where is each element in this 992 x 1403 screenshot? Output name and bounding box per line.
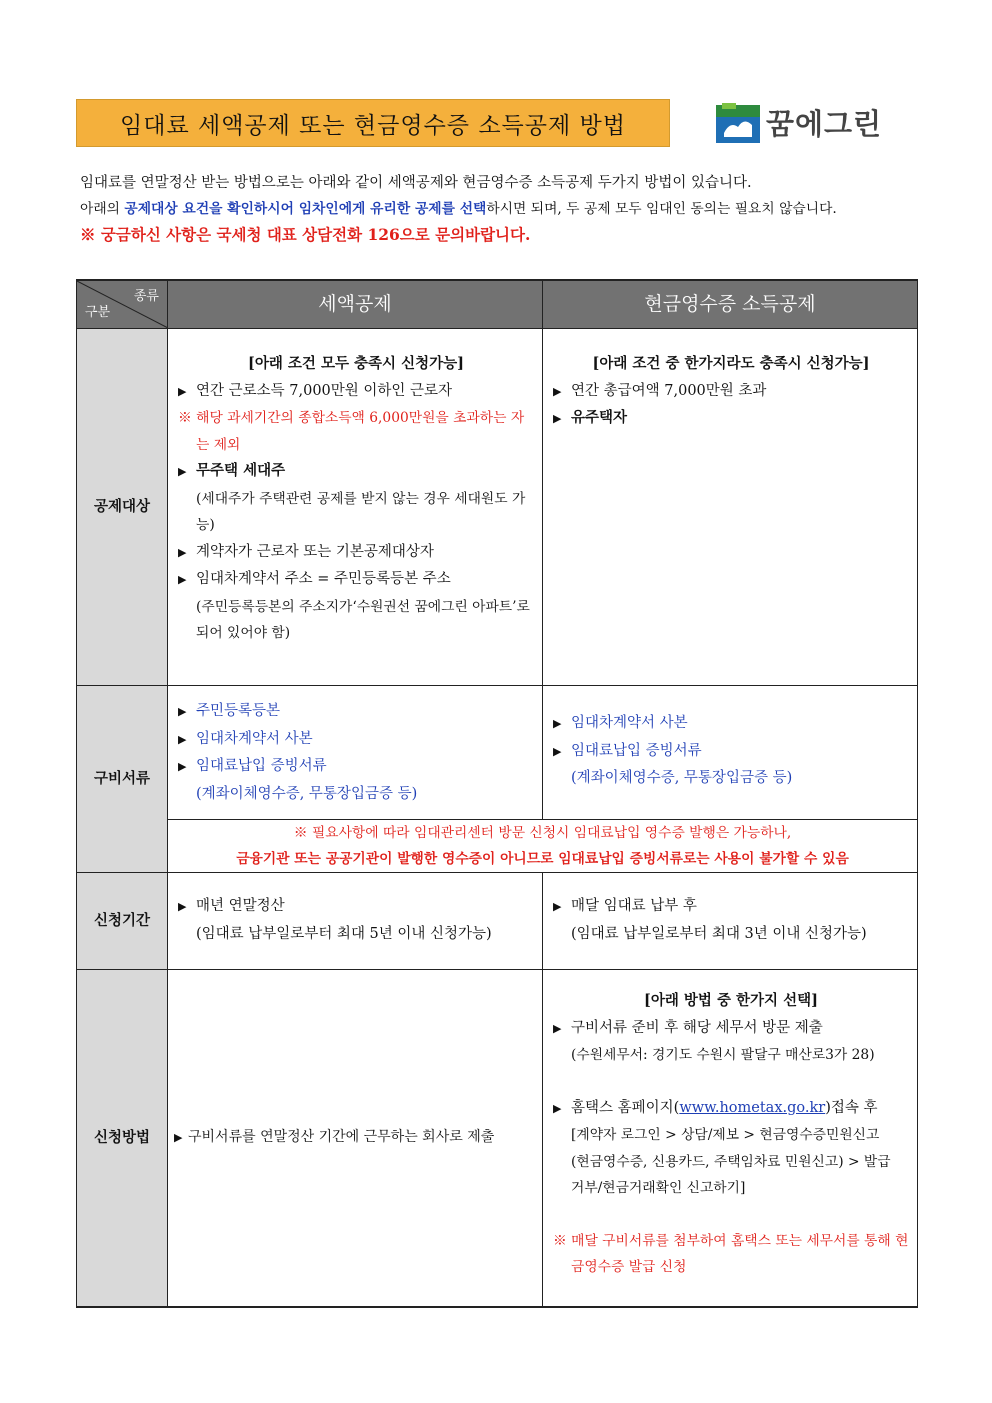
list-item	[178, 566, 534, 594]
cell-method-left	[168, 970, 543, 1307]
category-documents: 구비서류	[77, 686, 168, 873]
list-item	[553, 738, 909, 766]
triangle-bullet-icon: ▶	[553, 384, 562, 398]
list-item	[178, 458, 534, 486]
row-method	[77, 970, 918, 1307]
triangle-bullet-icon: ▶	[178, 384, 187, 398]
page-title-text: 임대료 세액공제 또는 현금영수증 소득공제 방법	[120, 112, 626, 139]
list-item	[553, 893, 909, 921]
list-item-sub: (임대료 납부일로부터 최대 3년 이내 신청가능)	[571, 925, 867, 942]
row-eligibility	[77, 329, 918, 686]
list-item	[174, 1124, 534, 1152]
cell-period-right	[543, 873, 918, 970]
list-item-sub: [계약자 로그인 > 상담/제보 > 현금영수증민원신고	[571, 1127, 880, 1143]
item-text: 임대차계약서 사본	[196, 730, 313, 747]
cell-period-left	[168, 873, 543, 970]
condition-any: [아래 조건 중 한가지라도 충족시 신청가능]	[592, 355, 870, 372]
list-item-sub: 거부/현금거래확인 신고하기]	[571, 1180, 746, 1196]
cell-documents-right	[543, 686, 918, 820]
row-period	[77, 873, 918, 970]
item-text: 유주택자	[571, 409, 628, 426]
category-method: 신청방법	[77, 970, 168, 1307]
intro-line-1: 임대료를 연말정산 받는 방법으로는 아래와 같이 세액공제와 현금영수증 소득공제 두가지 방법이 있습니다.	[80, 175, 752, 191]
cell-documents-left	[168, 686, 543, 820]
list-item	[178, 539, 534, 567]
list-item-sub: (세대주가 주택관련 공제를 받지 않는 경우 세대원도 가능)	[196, 490, 526, 533]
triangle-bullet-icon: ▶	[553, 900, 562, 913]
method-choice: [아래 방법 중 한가지 선택]	[644, 992, 818, 1009]
cell-eligibility-right	[543, 329, 918, 686]
logo-leaf-icon	[716, 103, 760, 143]
item-text: 구비서류를 연말정산 기간에 근무하는 회사로 제출	[188, 1129, 495, 1145]
item-text: 임대료납입 증빙서류	[571, 742, 702, 759]
triangle-bullet-icon: ▶	[553, 412, 562, 425]
brand-logo	[716, 102, 882, 143]
row-documents-note	[77, 820, 918, 873]
triangle-bullet-icon: ▶	[178, 760, 187, 773]
triangle-bullet-icon: ▶	[174, 1131, 183, 1144]
cell-eligibility-left	[168, 329, 543, 686]
exclusion-note	[178, 405, 534, 458]
method-note: ※ 매달 구비서류를 첨부하여 홈택스 또는 세무서를 통해 현금영수증 발급 신청	[553, 1232, 909, 1275]
list-item	[553, 1015, 909, 1043]
item-text: 연간 총급여액 7,000만원 초과	[571, 382, 767, 399]
triangle-bullet-icon: ▶	[178, 705, 187, 718]
column-header-tax-credit: 세액공제	[168, 280, 543, 329]
triangle-bullet-icon: ▶	[178, 465, 187, 478]
list-item-sub: (계좌이체영수증, 무통장입금증 등)	[196, 785, 418, 802]
list-item-sub: (임대료 납부일로부터 최대 5년 이내 신청가능)	[196, 925, 492, 942]
list-item	[553, 405, 909, 433]
list-item-sub: (계좌이체영수증, 무통장입금증 등)	[571, 770, 793, 786]
category-eligibility: 공제대상	[77, 329, 168, 686]
cell-method-right	[543, 970, 918, 1307]
condition-all: [아래 조건 모두 충족시 신청가능]	[247, 355, 464, 372]
intro-line-2	[80, 196, 930, 222]
triangle-bullet-icon: ▶	[178, 900, 187, 913]
intro-line-2-a: 아래의	[80, 201, 125, 217]
logo-text: 꿈에그린	[766, 107, 883, 141]
list-item	[553, 378, 909, 406]
list-item	[178, 726, 534, 754]
list-item	[553, 1095, 909, 1123]
corner-cell	[77, 280, 168, 329]
documents-note-line-1: ※ 필요사항에 따라 임대관리센터 방문 신청시 임대료납입 영수증 발행은 가능하나,	[293, 825, 792, 841]
triangle-bullet-icon: ▶	[553, 1101, 562, 1115]
list-item	[178, 698, 534, 726]
item-text: 홈택스 홈페이지(	[571, 1099, 680, 1116]
list-item	[178, 893, 534, 921]
item-text: 매년 연말정산	[196, 898, 285, 914]
list-item	[178, 753, 534, 781]
triangle-bullet-icon: ▶	[178, 573, 187, 586]
item-text: )접속 후	[825, 1099, 878, 1116]
column-header-cash-receipt: 현금영수증 소득공제	[543, 280, 918, 329]
row-documents	[77, 686, 918, 820]
table-header-row	[77, 280, 918, 329]
page-title	[76, 99, 670, 147]
item-text: 계약자가 근로자 또는 기본공제대상자	[196, 543, 434, 560]
list-item-sub: (현금영수증, 신용카드, 주택임차료 민원신고) > 발급	[571, 1153, 891, 1170]
intro-line-2-c: 하시면 되며, 두 공제 모두 임대인 동의는 필요치 않습니다.	[486, 201, 837, 217]
intro-line-2-emphasis: 공제대상 요건을 확인하시어 임차인에게 유리한 공제를 선택	[124, 201, 487, 217]
category-period: 신청기간	[77, 873, 168, 970]
triangle-bullet-icon: ▶	[178, 545, 187, 559]
item-text: 연간 근로소득 7,000만원 이하인 근로자	[196, 382, 453, 399]
corner-bottom-label: 구분	[85, 304, 111, 320]
item-text: 구비서류 준비 후 해당 세무서 방문 제출	[571, 1019, 823, 1036]
triangle-bullet-icon: ▶	[178, 732, 187, 746]
item-text: 무주택 세대주	[196, 462, 286, 479]
list-item	[553, 710, 909, 738]
triangle-bullet-icon: ▶	[553, 744, 562, 758]
corner-top-label: 종류	[133, 289, 159, 304]
triangle-bullet-icon: ▶	[553, 1021, 562, 1035]
note-text: ※ 해당 과세기간의 종합소득액 6,000만원을 초과하는 자는 제외	[178, 410, 525, 453]
deduction-table	[76, 279, 918, 1308]
list-item	[178, 378, 534, 406]
intro-text	[80, 170, 930, 248]
list-item-sub: (수원세무서: 경기도 수원시 팔달구 매산로3가 28)	[571, 1047, 875, 1063]
triangle-bullet-icon: ▶	[553, 717, 562, 730]
item-text: 매달 임대료 납부 후	[571, 898, 697, 914]
list-item-sub: (주민등록등본의 주소지가‘수원권선 꿈에그린 아파트’로 되어 있어야 함)	[196, 598, 530, 641]
intro-line-3: ※ 궁금하신 사항은 국세청 대표 상담전화 126으로 문의바랍니다.	[80, 225, 531, 244]
item-text: 임대차계약서 사본	[571, 715, 688, 731]
documents-note	[168, 820, 918, 873]
item-text: 임대료납입 증빙서류	[196, 758, 327, 774]
item-text: 주민등록등본	[196, 703, 281, 719]
hometax-link[interactable]: www.hometax.go.kr	[679, 1099, 826, 1116]
documents-note-line-2: 금융기관 또는 공공기관이 발행한 영수증이 아니므로 임대료납입 증빙서류로는 사용이 불가할 수 있음	[236, 851, 849, 867]
item-text: 임대차계약서 주소 = 주민등록등본 주소	[196, 571, 451, 587]
